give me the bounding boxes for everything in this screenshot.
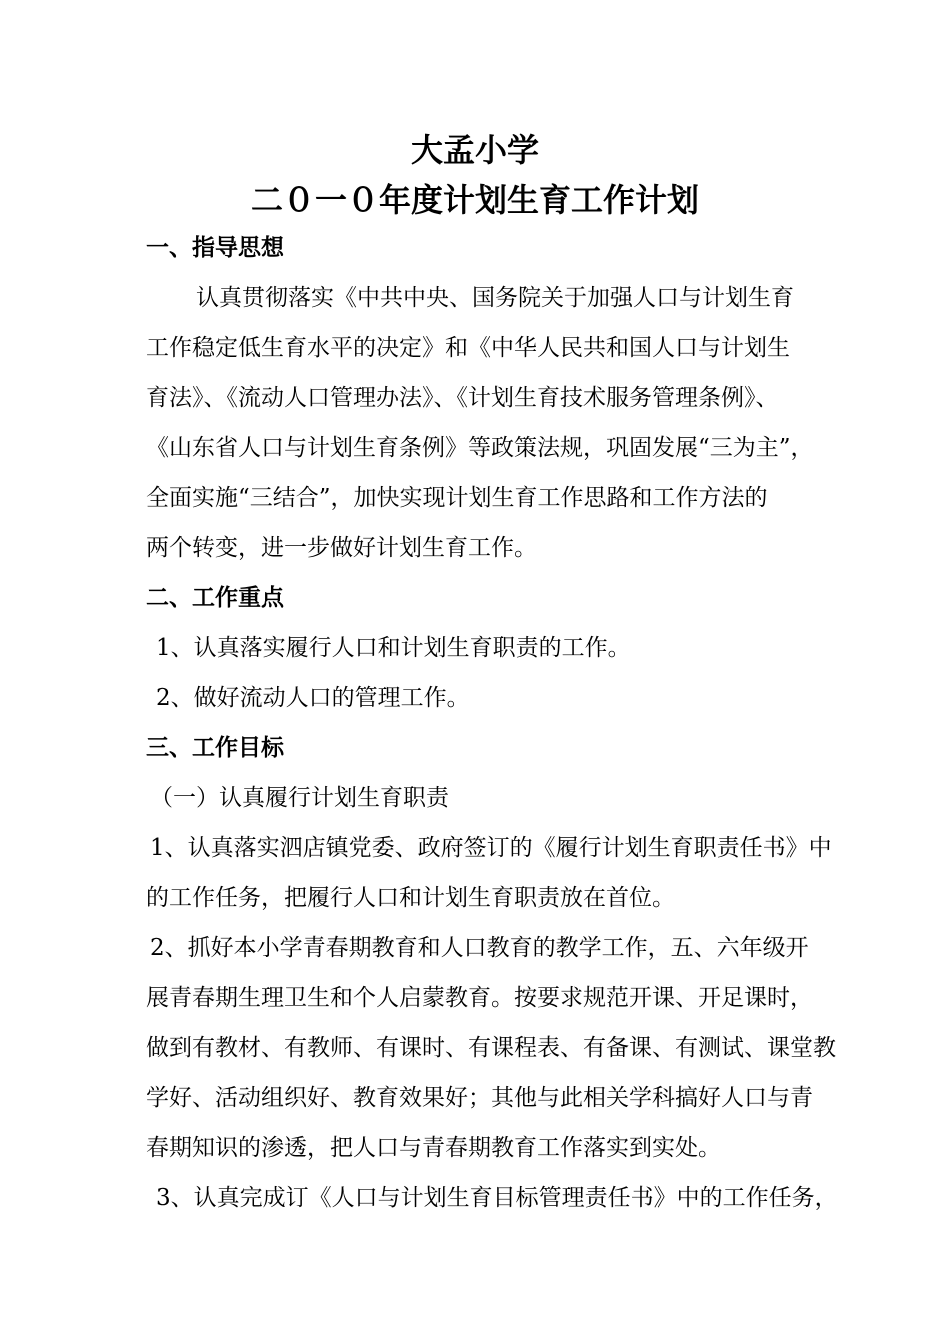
paragraph-line: 两个转变，进一步做好计划生育工作。 [146, 535, 537, 561]
paragraph-line: 认真贯彻落实《中共中央、国务院关于加强人口与计划生育 [196, 285, 794, 311]
list-item: 2、做好流动人口的管理工作。 [156, 685, 470, 711]
list-item: 3、认真完成订《人口与计划生育目标管理责任书》中的工作任务， [156, 1185, 838, 1211]
section-heading-work-goals: 三、工作目标 [146, 734, 284, 761]
paragraph-line: 全面实施“三结合”，加快实现计划生育工作思路和工作方法的 [146, 485, 768, 511]
paragraph-line: 做到有教材、有教师、有课时、有课程表、有备课、有测试、课堂教 [146, 1035, 836, 1061]
paragraph-line: 春期知识的渗透，把人口与青春期教育工作落实到实处。 [146, 1135, 721, 1161]
paragraph-line: 工作稳定低生育水平的决定》和《中华人民共和国人口与计划生 [146, 335, 790, 361]
section-heading-guiding-ideology: 一、指导思想 [146, 234, 284, 261]
list-item: 1、认真落实泗店镇党委、政府签订的《履行计划生育职责任书》中 [150, 835, 832, 861]
subsection-heading: （一）认真履行计划生育职责 [150, 785, 449, 811]
paragraph-line: 学好、活动组织好、教育效果好；其他与此相关学科搞好人口与青 [146, 1085, 813, 1111]
section-heading-work-focus: 二、工作重点 [146, 584, 284, 611]
paragraph-line: 《山东省人口与计划生育条例》等政策法规，巩固发展“三为主”， [146, 435, 814, 461]
document-title-plan: 二０一０年度计划生育工作计划 [250, 181, 699, 219]
paragraph-line: 的工作任务，把履行人口和计划生育职责放在首位。 [146, 885, 675, 911]
list-item: 2、抓好本小学青春期教育和人口教育的教学工作，五、六年级开 [150, 935, 809, 961]
paragraph-line: 展青春期生理卫生和个人启蒙教育。按要求规范开课、开足课时， [146, 985, 813, 1011]
paragraph-line: 育法》、《流动人口管理办法》、《计划生育技术服务管理条例》、 [146, 385, 779, 411]
list-item: 1、认真落实履行人口和计划生育职责的工作。 [156, 635, 631, 661]
document-title-school: 大孟小学 [410, 131, 539, 169]
